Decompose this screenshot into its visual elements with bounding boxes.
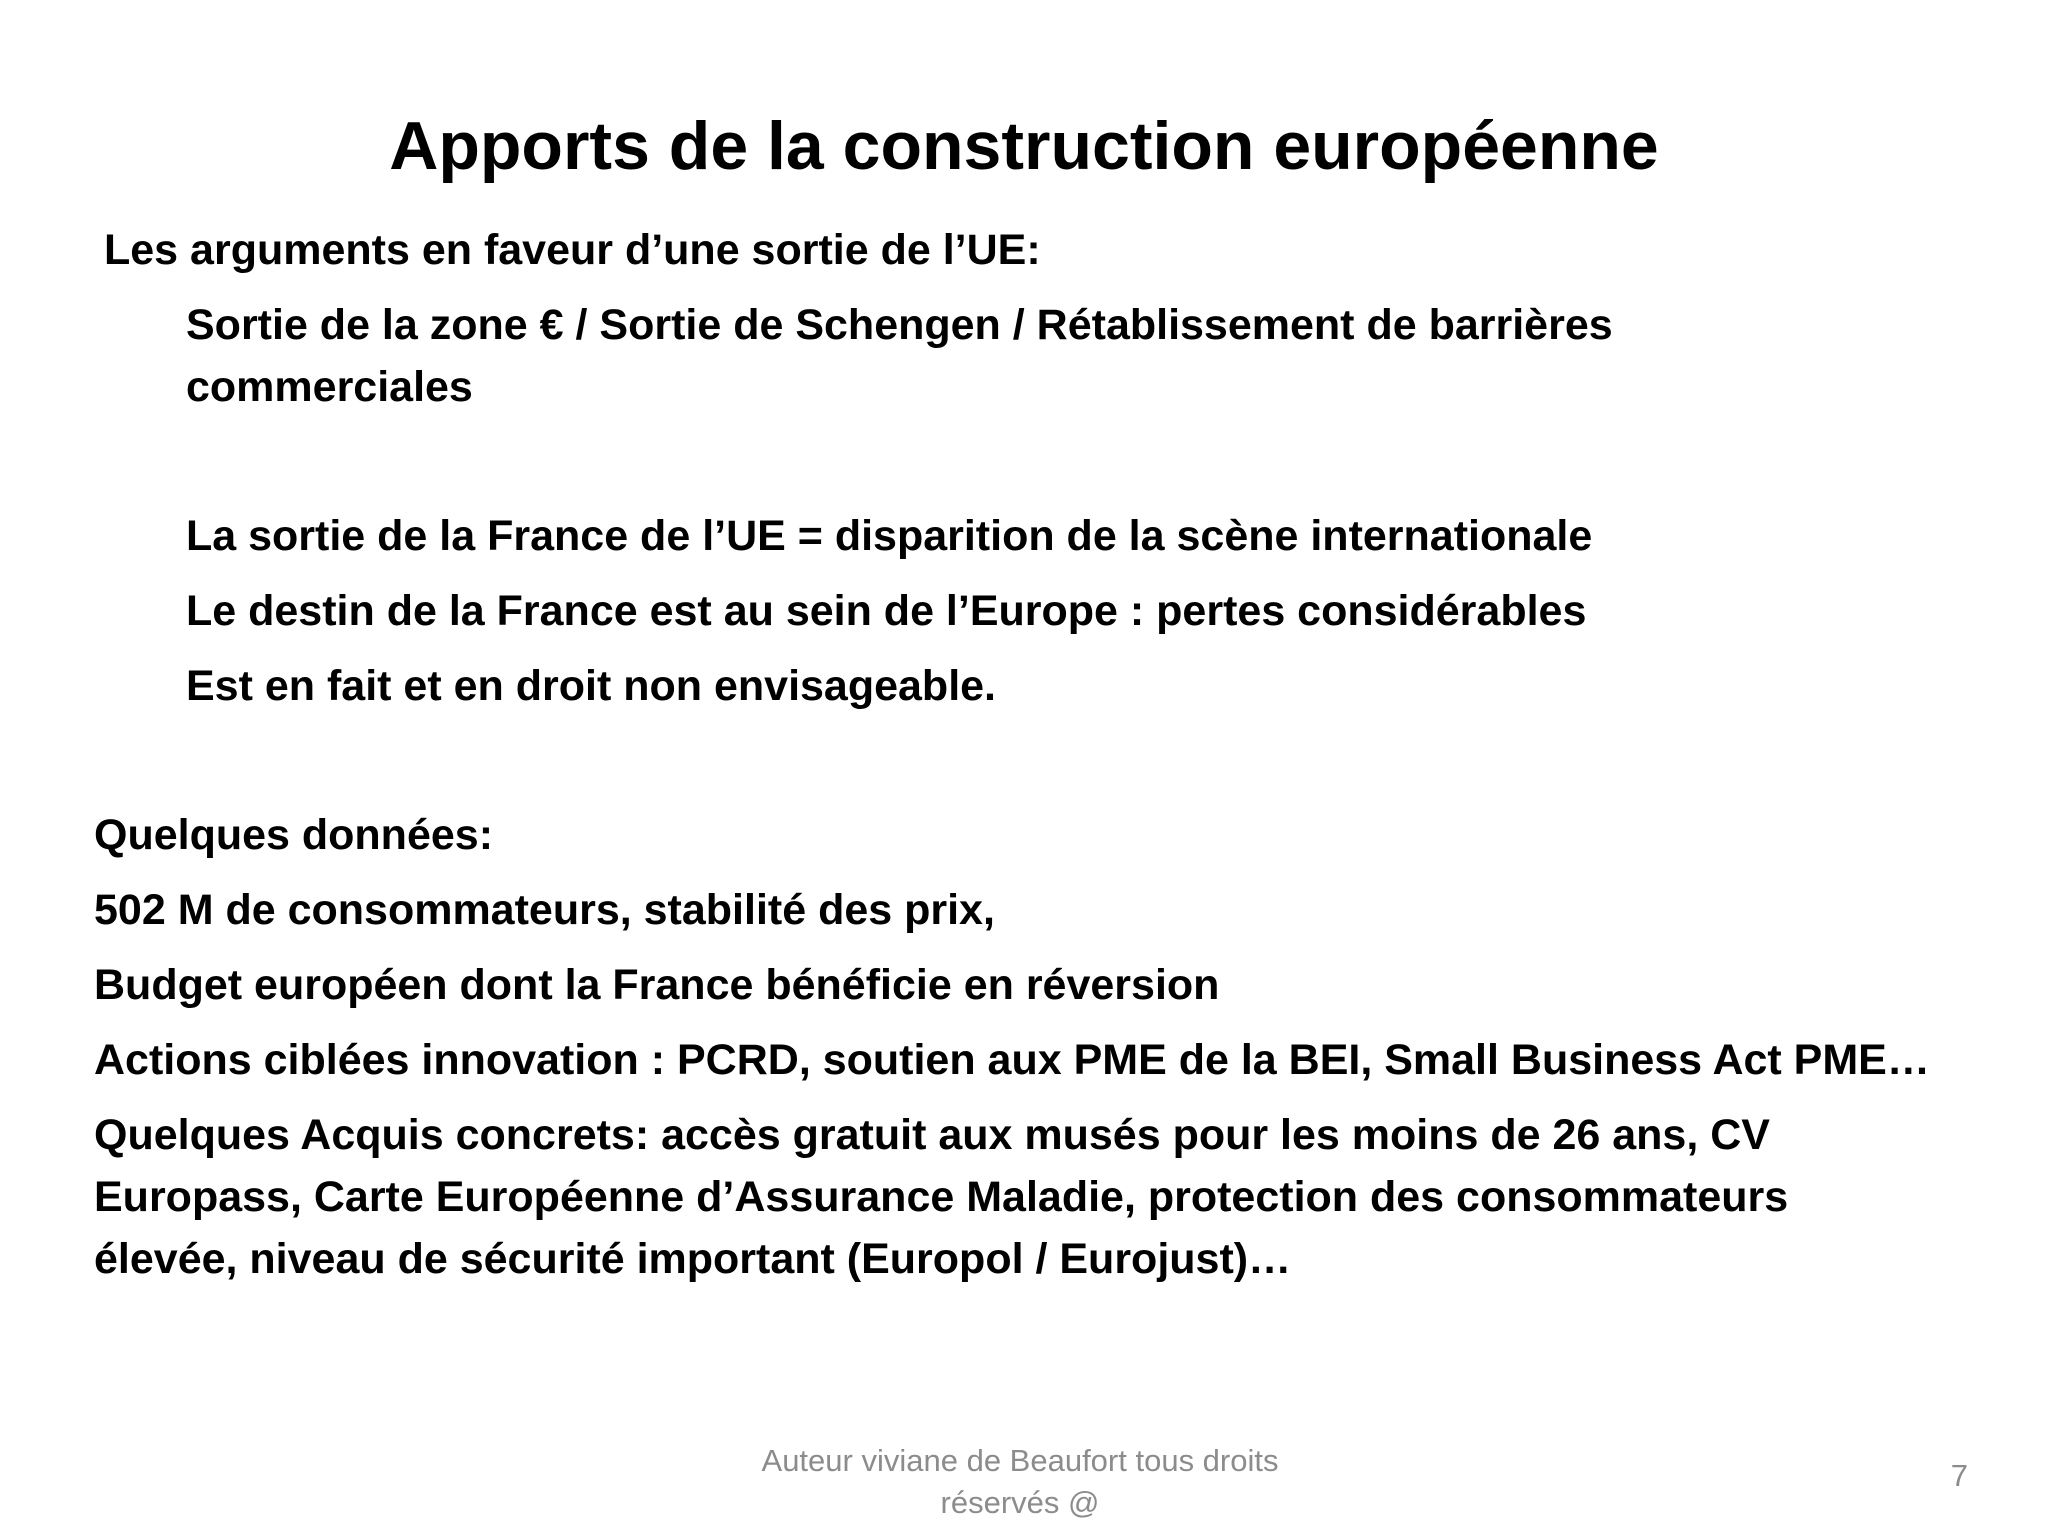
- bullet-exit-measures-continued: commerciales: [186, 363, 473, 411]
- section-heading-data: Quelques données:: [94, 811, 494, 859]
- data-budget: Budget européen dont la France bénéficie en réversion: [94, 961, 1220, 1009]
- data-consumers: 502 M de consommateurs, stabilité des prix,: [94, 886, 995, 934]
- data-innovation-actions: Actions ciblées innovation : PCRD, soutien aux PME de la BEI, Small Business Act PME…: [94, 1036, 1930, 1084]
- page-number: 7: [1950, 1458, 1968, 1493]
- footer-copyright: [740, 1440, 1300, 1524]
- footer-author-line2: réservés @: [940, 1485, 1100, 1520]
- footer-author-line1: Auteur viviane de Beaufort tous droits: [761, 1443, 1279, 1478]
- data-concrete-gains-line2: Europass, Carte Européenne d’Assurance Maladie, protection des consommateurs: [94, 1173, 1789, 1221]
- slide-title: Apports de la construction européenne: [389, 108, 1659, 184]
- bullet-not-envisageable: Est en fait et en droit non envisageable.: [186, 662, 997, 710]
- bullet-france-destiny: Le destin de la France est au sein de l’Europe : pertes considérables: [186, 587, 1587, 635]
- bullet-international-scene: La sortie de la France de l’UE = disparition de la scène internationale: [186, 512, 1593, 560]
- section-heading-exit-arguments: Les arguments en faveur d’une sortie de l’UE:: [104, 226, 1041, 274]
- data-concrete-gains-line3: élevée, niveau de sécurité important (Europol / Eurojust)…: [94, 1235, 1292, 1283]
- bullet-exit-measures: Sortie de la zone € / Sortie de Schengen / Rétablissement de barrières: [186, 301, 1613, 349]
- data-concrete-gains-line1: Quelques Acquis concrets: accès gratuit aux musés pour les moins de 26 ans, CV: [94, 1111, 1770, 1159]
